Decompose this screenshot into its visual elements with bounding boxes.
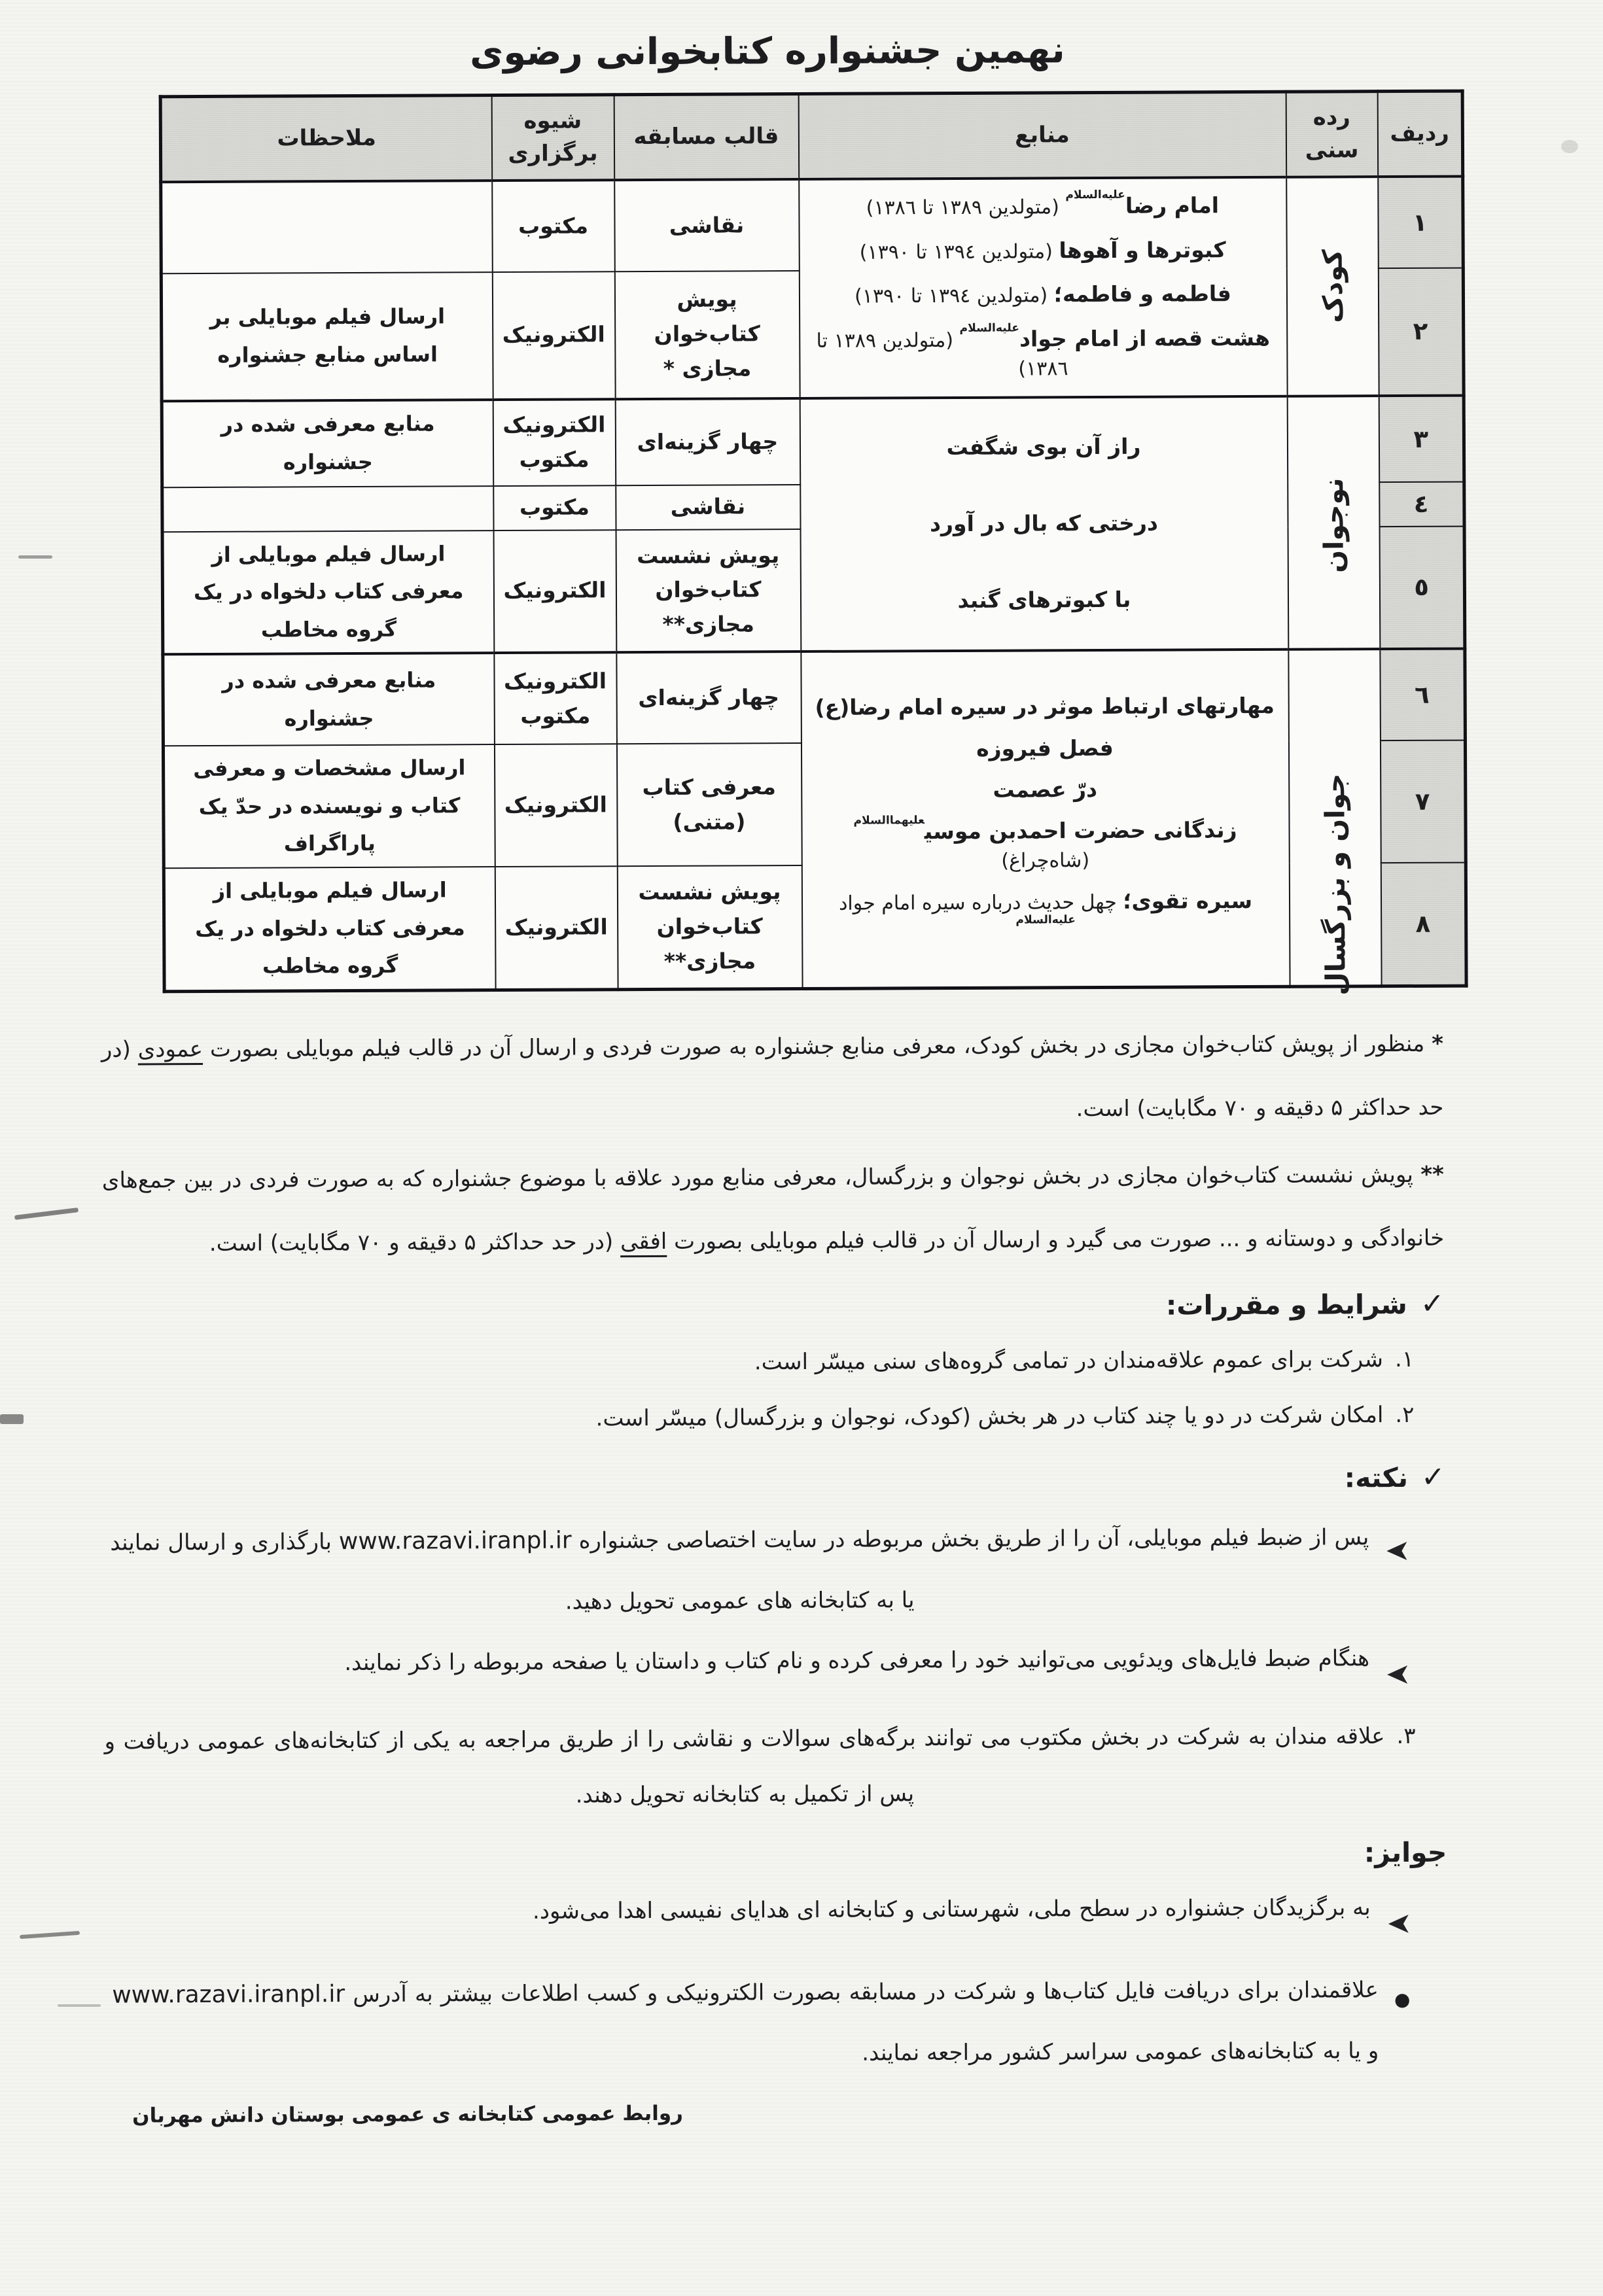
scan-artifact	[1561, 140, 1578, 153]
method-cell: الکترونیک	[492, 271, 615, 400]
method-cell: الکترونیک	[493, 530, 616, 653]
footnote-horizontal-campaign: ** پویش نشست کتاب‌خوان مجازی در بخش نوجوان و بزرگسال، معرفی منابع مورد علاقه با موضوع جشنواره که به صورت فردی در بین جمع‌های خانوادگی و دوستانه و ... صورت می گیرد و ارسال آن در قالب فیلم موبایلی بصورت افقی (در حد حداکثر ۵ دقیقه و ۷۰ مگابایت) است.	[101, 1161, 1445, 1257]
age-group-label: جوان و بزرگسال	[1318, 773, 1352, 996]
note-bullet-upload: پس از ضبط فیلم موبایلی، آن را از طریق بخش مربوطه در سایت اختصاصی جشنواره www.razavi.iranpl.ir بارگذاری و ارسال نمایند یا به کتابخانه های عمومی تحویل دهید.	[110, 1505, 1409, 1635]
col-header-format: قالب مسابقه	[614, 94, 799, 180]
source-item: فاطمه و فاطمه؛ (متولدین ۱۳۹٤ تا ۱۳۹۰)	[854, 281, 1231, 308]
age-group-cell	[1287, 396, 1380, 650]
row-number: ۲	[1378, 268, 1464, 396]
asterisk-marker: *	[1432, 1030, 1444, 1057]
sources-cell	[799, 177, 1287, 398]
age-group-cell	[1286, 177, 1379, 396]
notes-cell	[161, 181, 493, 273]
notes-cell: منابع معرفی شده در جشنواره	[162, 400, 493, 487]
scan-artifact	[58, 2004, 101, 2007]
footnote-vertical-campaign: * منظور از پویش کتاب‌خوان مجازی در بخش کودک، معرفی منابع جشنواره به صورت فردی و ارسال آن در قالب فیلم موبایلی بصورت عمودی (در حد حداکثر ۵ دقیقه و ۷۰ مگابایت) است.	[101, 1030, 1444, 1122]
format-cell: پویش نشست کتاب‌خوان مجازی**	[617, 865, 802, 990]
table-header-row	[160, 91, 1463, 182]
table-row	[162, 395, 1464, 487]
festival-program-table	[159, 90, 1468, 994]
table-row	[163, 649, 1466, 746]
format-cell: معرفی کتاب (متنی)	[616, 743, 802, 866]
underlined-word: عمودی	[137, 1035, 203, 1063]
rule-item: ۲. امکان شرکت در دو یا چند کتاب در هر بخش (کودک، نوجوان و بزرگسال) میسّر است.	[103, 1387, 1414, 1449]
table-row	[161, 176, 1464, 273]
source-item: مهارتهای ارتباط موثر در سیره امام رضا(ع)	[815, 693, 1275, 721]
format-cell: نقاشی	[616, 485, 800, 530]
method-cell: الکترونیک مکتوب	[494, 653, 617, 745]
col-header-sources: منابع	[798, 92, 1286, 179]
scan-artifact	[0, 1414, 24, 1424]
item-number: ۳.	[1396, 1722, 1416, 1749]
source-item: سیره تقوی؛ چهل حدیث درباره سیره امام جواد $^{علیه‌السلام}$	[838, 887, 1253, 927]
arrow-bullet-icon	[1384, 1525, 1409, 1629]
note-bullet-recording: هنگام ضبط فایل‌های ویدئویی می‌توانید خود را معرفی کرده و نام کتاب و داستان یا صفحه مربوطه را ذکر نمایند.	[111, 1629, 1409, 1714]
scan-artifact	[18, 555, 52, 559]
format-cell: پویش نشست کتاب‌خوان مجازی**	[616, 529, 801, 653]
underlined-word: افقی	[620, 1228, 667, 1255]
row-number: ٧	[1380, 740, 1466, 863]
section-heading-note: ✓نکته:	[1344, 1460, 1445, 1495]
col-header-radif: ردیف	[1377, 91, 1463, 177]
url-text: www.razavi.iranpl.ir	[112, 1981, 345, 2009]
footer-signature: روابط عمومی کتابخانه ی عمومی بوستان دانش مهربان	[132, 2102, 684, 2128]
checkmark-icon: ✓	[1420, 1287, 1445, 1321]
item-number: ۲.	[1395, 1402, 1415, 1429]
source-item: درّ عصمت	[993, 776, 1098, 803]
format-cell: چهار گزینه‌ای	[615, 398, 800, 485]
age-group-label: کودک	[1316, 249, 1348, 323]
section-heading-rules: ✓شرایط و مقررات:	[1165, 1287, 1445, 1321]
notes-cell: ارسال مشخصات و معرفی کتاب و نویسنده در حدّ یک پاراگراف	[163, 744, 495, 868]
method-cell: الکترونیک	[495, 866, 618, 990]
section-heading-prizes: جوایز:	[1364, 1836, 1447, 1869]
source-item: راز آن بوی شگفت	[946, 434, 1141, 461]
source-item: کبوترها و آهوها (متولدین ۱۳۹٤ تا ۱۳۹۰)	[859, 236, 1226, 264]
method-cell: الکترونیک	[494, 744, 617, 867]
checkmark-icon: ✓	[1420, 1460, 1445, 1495]
source-item: هشت قصه از امام جواد$^{علیه‌السلام}$ (متولدین ۱۳۸۹ تا ۱۳۸٦)	[816, 321, 1271, 381]
arrow-bullet-icon	[1385, 1648, 1409, 1709]
notes-cell: ارسال فیلم موبایلی از معرفی کتاب دلخواه در یک گروه مخاطب	[164, 867, 495, 991]
url-text: www.razavi.iranpl.ir	[338, 1527, 572, 1556]
col-header-method: شیوه برگزاری	[491, 95, 614, 181]
age-group-cell	[1288, 649, 1381, 996]
source-item: زندگانی حضرت احمدبن موسی$^{علیهماالسلام}$ (شاه‌چراغ)	[853, 814, 1237, 873]
age-group-label: نوجوان	[1317, 478, 1350, 574]
row-number: ۱	[1378, 176, 1464, 268]
row-number: ٤	[1379, 481, 1464, 527]
col-header-age-group: رده سنی	[1286, 92, 1378, 177]
format-cell: پویش کتاب‌خوان مجازی *	[614, 271, 800, 399]
row-number: ٦	[1380, 649, 1466, 741]
col-header-notes: ملاحظات	[160, 96, 492, 182]
source-item: امام رضا$^{علیه‌السلام}$ (متولدین ۱۳۸۹ تا ۱۳۸٦)	[866, 188, 1220, 220]
row-number: ٨	[1381, 863, 1466, 986]
prize-bullet: به برگزیدگان جشنواره در سطح ملی، شهرستانی و کتابخانه ای هدایای نفیسی اهدا می‌شود.	[112, 1878, 1411, 1963]
notes-cell	[162, 486, 493, 532]
arrow-bullet-icon	[1386, 1898, 1410, 1958]
asterisk-marker: **	[1420, 1161, 1444, 1188]
row-number: ٥	[1379, 526, 1465, 649]
notes-cell: منابع معرفی شده در جشنواره	[163, 653, 495, 746]
format-cell: نقاشی	[614, 179, 800, 271]
rule-item: ۱. شرکت برای عموم علاقه‌مندان در تمامی گروه‌های سنی میسّر است.	[103, 1332, 1414, 1393]
method-cell: الکترونیک مکتوب	[493, 399, 616, 486]
source-item: فصل فیروزه	[976, 735, 1114, 761]
method-cell: مکتوب	[492, 180, 615, 272]
body-text	[101, 1012, 1473, 2128]
dot-bullet-icon: ●	[1394, 1989, 1411, 2011]
notes-cell: ارسال فیلم موبایلی از معرفی کتاب دلخواه در یک گروه مخاطب	[162, 531, 494, 655]
method-cell: مکتوب	[493, 485, 616, 531]
sources-cell	[801, 650, 1290, 988]
item-number: ۱.	[1394, 1346, 1415, 1373]
prize-info-bullet: ● علاقمندان برای دریافت فایل کتاب‌ها و شرکت در مسابقه بصورت الکترونیکی و کسب اطلاعات بیشتر به آدرس www.razavi.iranpl.ir و یا به کتابخانه‌های عمومی سراسر کشور مراجعه نمایند.	[112, 1958, 1411, 2087]
sources-cell	[800, 396, 1288, 652]
page-title: نهمین جشنواره کتابخوانی رضوی	[469, 29, 1065, 75]
note-item-written-section: ۳. علاقه مندان به شرکت در بخش مکتوب می توانند برگه‌های سوالات و نقاشی را از طریق مراجعه به یکی از کتابخانه‌های عمومی دریافت و پس از تکمیل به کتابخانه تحویل دهند.	[104, 1709, 1416, 1826]
source-item: درختی که بال در آورد	[929, 510, 1158, 537]
row-number: ۳	[1379, 395, 1464, 482]
format-cell: چهار گزینه‌ای	[616, 652, 802, 744]
notes-cell: ارسال فیلم موبایلی بر اساس منابع جشنواره	[161, 272, 493, 401]
source-item: با کبوترهای گنبد	[957, 586, 1131, 613]
